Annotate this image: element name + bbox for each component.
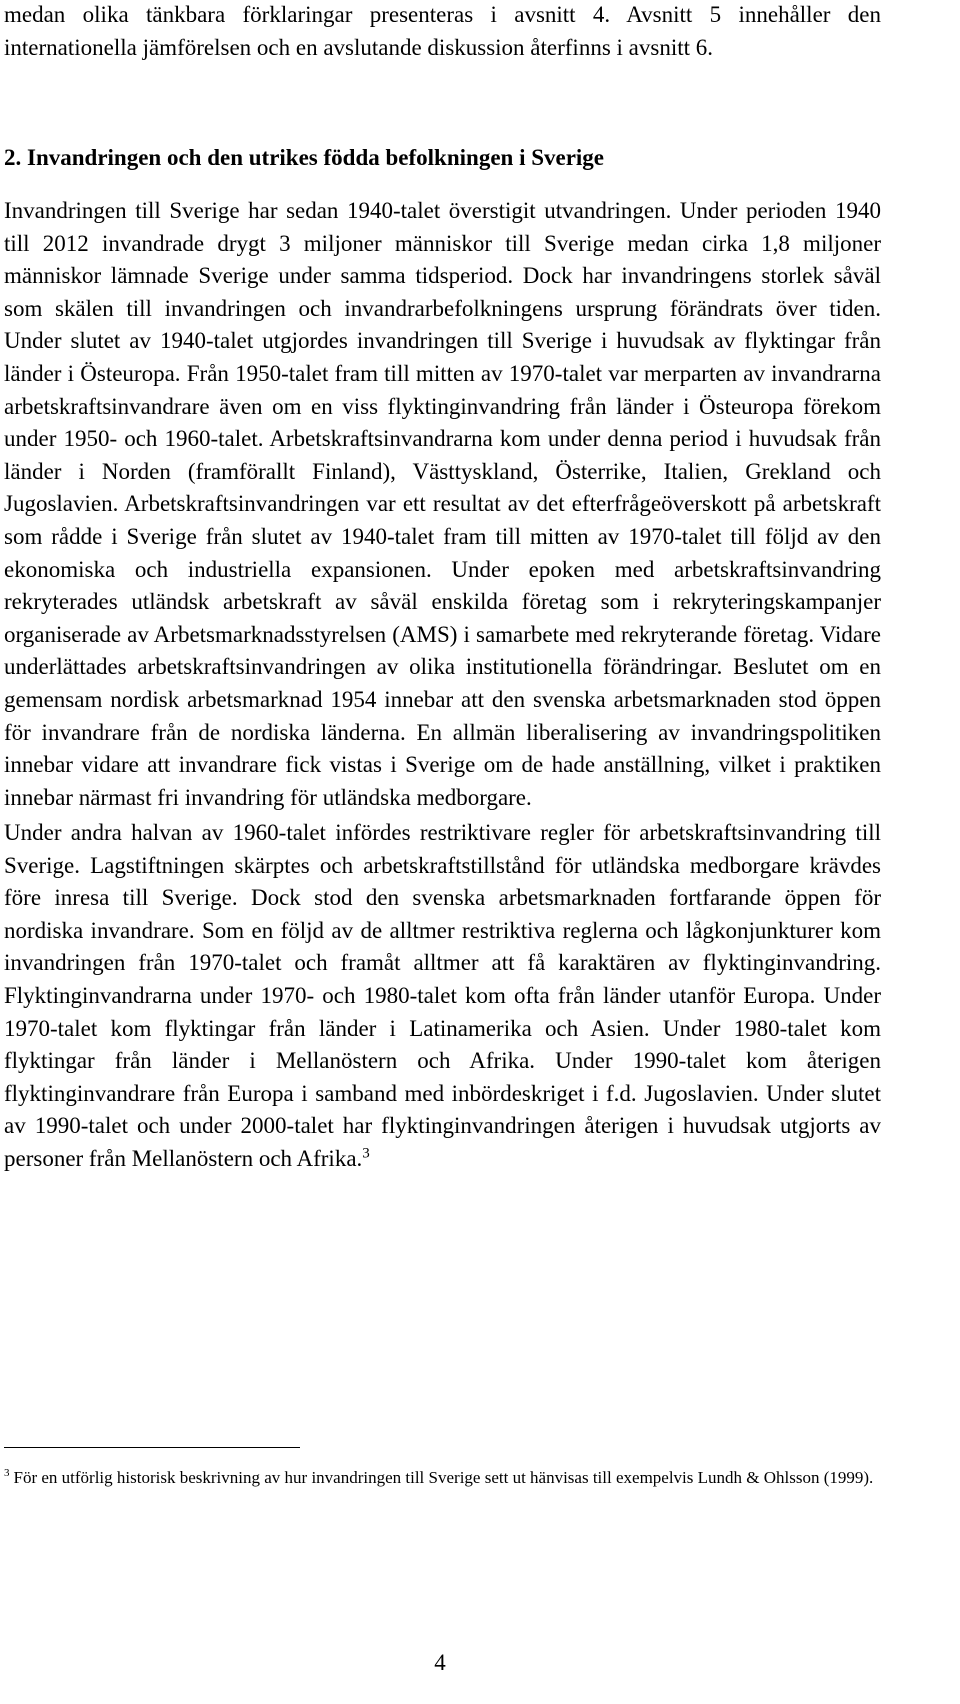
section-heading: 2. Invandringen och den utrikes födda befolkningen i Sverige [4,145,605,170]
footnote-separator [4,1447,300,1448]
body-paragraph-1: Invandringen till Sverige har sedan 1940-talet överstigit utvandringen. Under perioden 1940 till 2012 invandrade drygt 3 miljoner människor till Sverige medan cirka 1,8 miljoner människor lämnade Sverige under samma tidsperiod. Dock har invandringens storlek såväl som skälen till invandringen och invandrarbefolkningens ursprung förändrats över tiden. Under slutet av 1940-talet utgjordes invandringen till Sverige i huvudsak av flyktingar från länder i Östeuropa. Från 1950-talet fram till mitten av 1970-talet var merparten av invandrarna arbetskraftsinvandrare även om en viss flyktinginvandring från länder i Östeuropa förekom under 1950- och 1960-talet. Arbetskraftsinvandrarna kom under denna period i huvudsak från länder i Norden (framförallt Finland), Västtyskland, Österrike, Italien, Grekland och Jugoslavien. Arbetskraftsinvandringen var ett resultat av det efterfrågeöverskott på arbetskraft som rådde i Sverige från slutet av 1940-talet fram till mitten av 1970-talet till följd av den ekonomiska och industriella expansionen. Under epoken med arbetskraftsinvandring rekryterades utländsk arbetskraft av såväl enskilda företag som i rekryteringskampanjer organiserade av Arbetsmarknadsstyrelsen (AMS) i samarbete med rekryterande företag. Vidare underlättades arbetskraftsinvandringen av olika institutionella förändringar. Beslutet om en gemensam nordisk arbetsmarknad 1954 innebar att den svenska arbetsmarknaden stod öppen för invandrare från de nordiska länderna. En allmän liberalisering av invandringspolitiken innebar vidare att invandrare fick vistas i Sverige om de hade anställning, vilket i praktiken innebar närmast fri invandring för utländska medborgare. [4,198,881,810]
footnote-mark: 3 [4,1467,10,1480]
body-paragraph-2 [4,817,881,1176]
footnote-text: För en utförlig historisk beskrivning av hur invandringen till Sverige sett ut hänvisas till exempelvis Lundh & Ohlsson (1999). [13,1468,874,1487]
footnote-reference[interactable]: 3 [362,1145,370,1162]
footnote [4,1466,881,1489]
intro-paragraph: medan olika tänkbara förklaringar presenteras i avsnitt 4. Avsnitt 5 innehåller den internationella jämförelsen och en avslutande diskussion återfinns i avsnitt 6. [4,2,881,60]
body-paragraph-2-text: Under andra halvan av 1960-talet infördes restriktivare regler för arbetskraftsinvandring till Sverige. Lagstiftningen skärptes och arbetskraftstillstånd för utländska medborgare krävdes före inresa till Sverige. Dock stod den svenska arbetsmarknaden fortfarande öppen för nordiska invandrare. Som en följd av de alltmer restriktiva reglerna och lågkonjunkturer kom invandringen från 1970-talet och framåt alltmer att få karaktären av flyktinginvandring. Flyktinginvandrarna under 1970- och 1980-talet kom ofta från länder utanför Europa. Under 1970-talet kom flyktingar från länder i Latinamerika och Asien. Under 1980-talet kom flyktingar från länder i Mellanöstern och Afrika. Under 1990-talet kom återigen flyktinginvandrare från Europa i samband med inbördeskriget i f.d. Jugoslavien. Under slutet av 1990-talet och under 2000-talet har flyktinginvandringen återigen i huvudsak utgjorts av personer från Mellanöstern och Afrika. [4,820,881,1171]
page-number: 4 [434,1650,446,1675]
